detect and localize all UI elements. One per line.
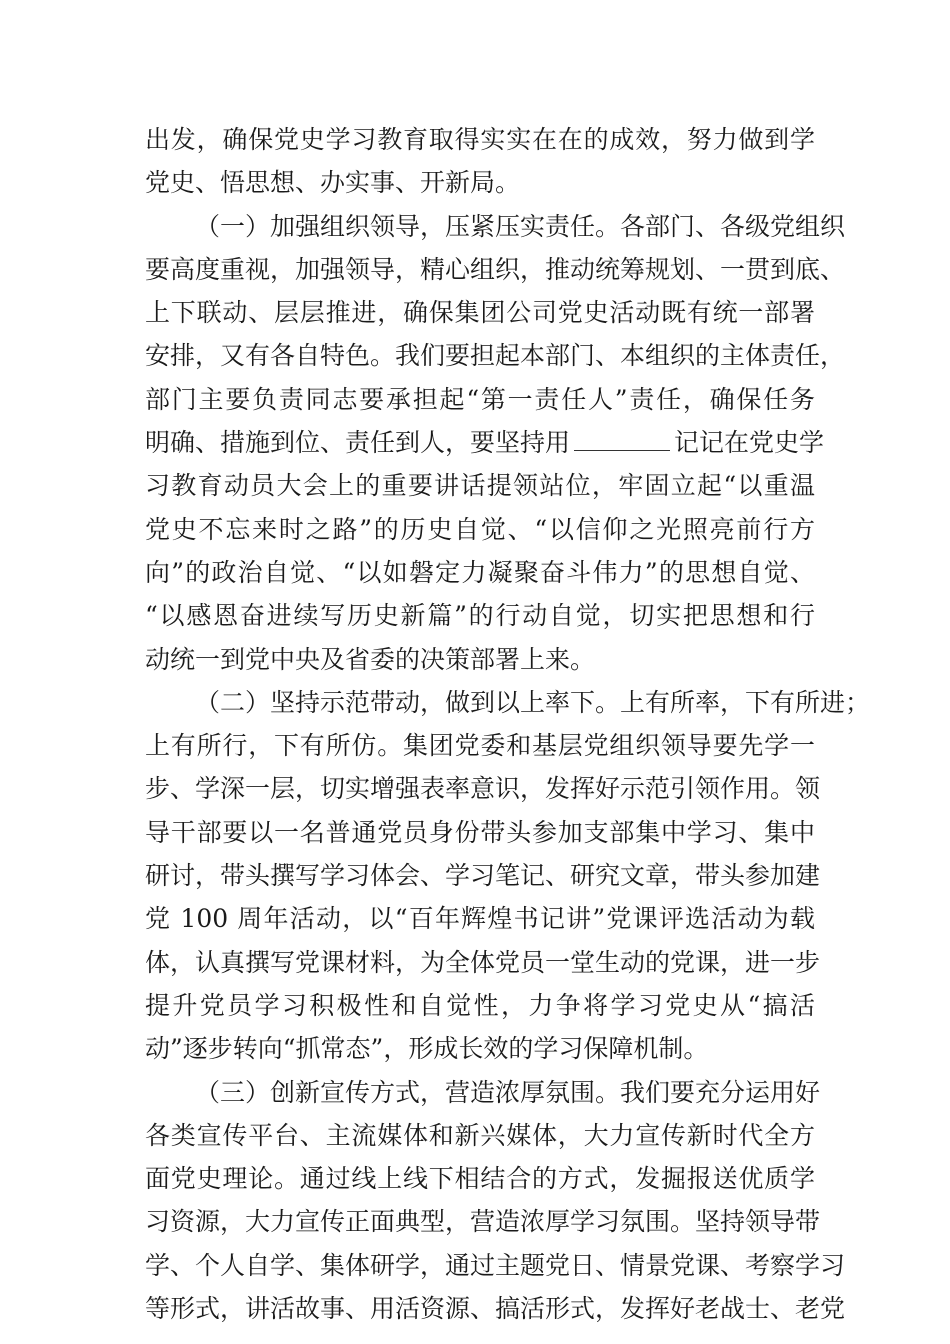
text-line: 步、学深一层，切实增强表率意识，发挥好示范引领作用。领 (145, 774, 821, 804)
text-line-with-blank (145, 421, 825, 464)
section-heading-line: （二）坚持示范带动，做到以上率下。上有所率，下有所进； (195, 687, 871, 717)
text-line: 要高度重视，加强领导，精心组织，推动统筹规划、一贯到底、 (145, 254, 846, 284)
text-line: 动统一到党中央及省委的决策部署上来。 (145, 644, 596, 674)
text-line: 习资源，大力宣传正面典型，营造浓厚学习氛围。坚持领导带 (145, 1207, 821, 1237)
text-line: 部门主要负责同志要承担起“第一责任人”责任，确保任务 (145, 384, 815, 414)
text-line: 体，认真撰写党课材料，为全体党员一堂生动的党课，进一步 (145, 947, 821, 977)
text-line: 党史不忘来时之路”的历史自觉、“以信仰之光照亮前行方 (145, 514, 815, 544)
section-heading-line: （一）加强组织领导，压紧压实责任。各部门、各级党组织 (195, 211, 846, 241)
text-line: 研讨，带头撰写学习体会、学习笔记、研究文章，带头参加建 (145, 861, 821, 891)
text-line: 面党史理论。通过线上线下相结合的方式，发掘报送优质学 (145, 1164, 815, 1194)
fill-in-blank (574, 430, 670, 451)
text-line: 各类宣传平台、主流媒体和新兴媒体，大力宣传新时代全方 (145, 1120, 815, 1150)
text-line: 导干部要以一名普通党员身份带头参加支部集中学习、集中 (145, 817, 815, 847)
text-line: 安排，又有各自特色。我们要担起本部门、本组织的主体责任， (145, 341, 846, 371)
text-line: 向”的政治自觉、“以如磐定力凝聚奋斗伟力”的思想自觉、 (145, 557, 815, 587)
text-line: “以感恩奋进续写历史新篇”的行动自觉，切实把思想和行 (145, 601, 815, 631)
text-line: 出发，确保党史学习教育取得实实在在的成效，努力做到学 (145, 125, 815, 154)
text-line: 等形式，讲活故事、用活资源、搞活形式，发挥好老战士、老党 (145, 1294, 846, 1324)
text-line: 党 100 周年活动，以“百年辉煌书记讲”党课评选活动为载 (145, 904, 815, 934)
text-line: 上有所行，下有所仿。集团党委和基层党组织领导要先学一 (145, 731, 815, 761)
section-heading-line: （三）创新宣传方式，营造浓厚氛围。我们要充分运用好 (195, 1077, 821, 1107)
text-line: 动”逐步转向“抓常态”，形成长效的学习保障机制。 (145, 1034, 709, 1064)
text-line: 习教育动员大会上的重要讲话提领站位，牢固立起“以重温 (145, 471, 815, 501)
text-line: 提升党员学习积极性和自觉性，力争将学习党史从“搞活 (145, 990, 815, 1020)
text-fragment: 记记在党史学 (674, 428, 825, 458)
text-fragment: 明确、措施到位、责任到人，要坚持用 (145, 428, 571, 458)
document-body (145, 118, 871, 1330)
text-line: 学、个人自学、集体研学，通过主题党日、情景党课、考察学习 (145, 1250, 846, 1280)
text-line: 上下联动、层层推进，确保集团公司党史活动既有统一部署 (145, 298, 815, 328)
text-line: 党史、悟思想、办实事、开新局。 (145, 168, 521, 198)
